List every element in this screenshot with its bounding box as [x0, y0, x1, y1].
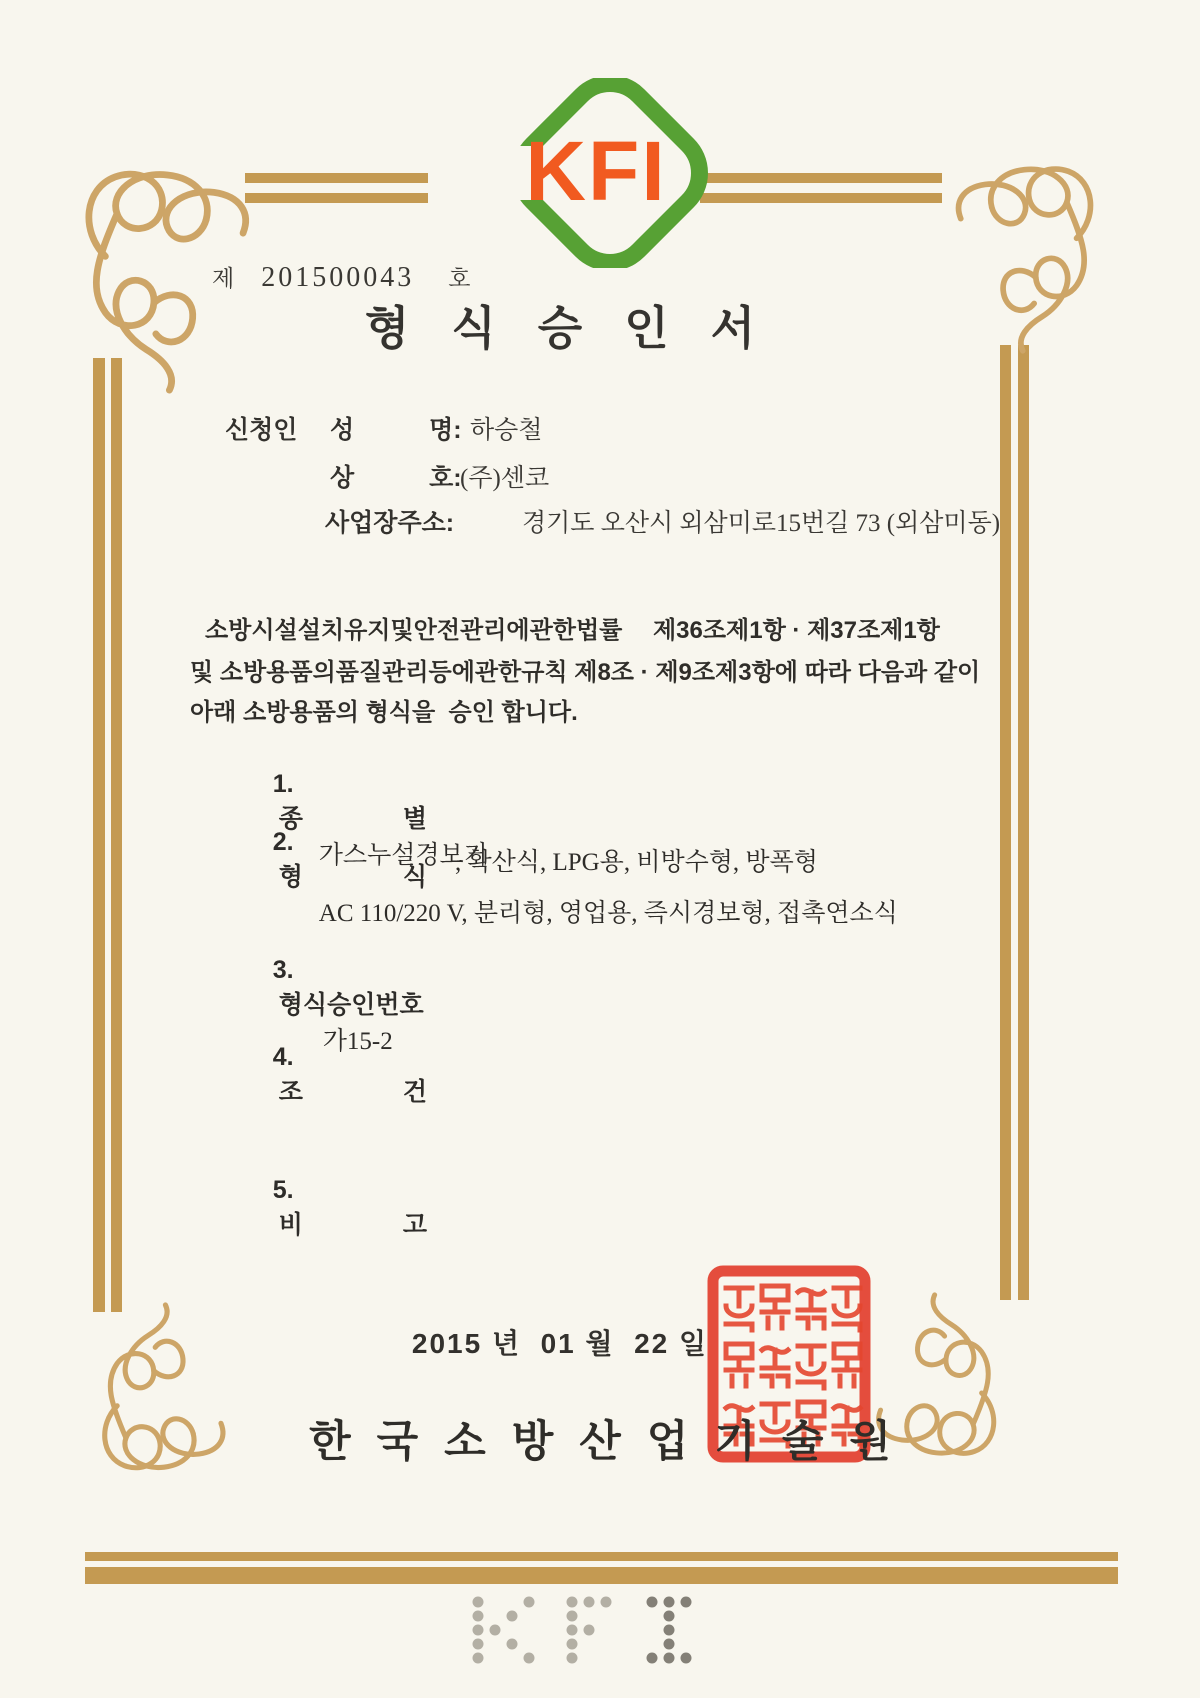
border-top-right-line1 [700, 173, 942, 183]
doc-number-suffix: 호 [448, 266, 472, 291]
border-top-left-line2 [245, 193, 428, 203]
border-bottom-line2 [85, 1567, 1118, 1584]
legal-text-line2: 및 소방용품의품질관리등에관한규칙 제8조 · 제9조제3항에 따라 다음과 같이 [190, 659, 981, 686]
item-2-label: 형 식 [278, 863, 428, 891]
applicant-label: 신청인 [225, 416, 298, 444]
applicant-name-label: 성 명: [330, 416, 462, 444]
kfi-logo [490, 78, 720, 268]
legal-text-line1: 소방시설설치유지및안전관리에관한법률 제36조제1항 · 제37조제1항 [205, 617, 940, 644]
item-3-number: 3. [272, 956, 294, 984]
item-1-label: 종 별 [278, 805, 428, 833]
kfi-dotted-watermark [472, 1596, 698, 1666]
item-4-label: 조 건 [278, 1078, 428, 1106]
issue-date: 2015 년 01 월 22 일 [411, 1328, 709, 1359]
item-type-value-line2: , 확산식, LPG용, 비방수형, 방폭형 [455, 849, 818, 876]
applicant-address-label: 사업장주소: [325, 509, 455, 537]
border-right-line2 [1018, 345, 1029, 1300]
item-type-row [255, 810, 898, 947]
item-2-value: AC 110/220 V, 분리형, 영업용, 즉시경보형, 접촉연소식 [318, 900, 898, 927]
item-3-value: 가15-2 [322, 1028, 393, 1055]
item-1-number: 1. [272, 770, 294, 798]
border-left-line2 [111, 358, 122, 1312]
doc-number-value: 201500043 [261, 262, 415, 293]
border-top-left-line1 [245, 173, 428, 183]
certificate-title: 형식승인서 [364, 302, 798, 354]
border-bottom-line1 [85, 1552, 1118, 1561]
doc-number-prefix: 제 [212, 266, 236, 291]
border-right-line1 [1000, 345, 1011, 1300]
item-2-number: 2. [272, 828, 294, 856]
item-conditions-row [255, 1025, 427, 1126]
applicant-company-value: (주)센코 [460, 465, 550, 492]
item-remarks-row [255, 1158, 427, 1259]
applicant-company-label: 상 호: [330, 464, 462, 492]
legal-text-line3: 아래 소방용품의 형식을 승인 합니다. [190, 699, 578, 726]
item-5-label: 비 고 [278, 1211, 428, 1239]
applicant-name-value: 하승철 [470, 417, 543, 444]
item-4-number: 4. [272, 1043, 294, 1071]
item-3-label: 형식승인번호 [278, 991, 424, 1019]
applicant-address-value: 경기도 오산시 외삼미로15번길 73 (외삼미동) [522, 510, 1001, 537]
kfi-logo-text: KFI [525, 124, 667, 218]
border-top-right-line2 [700, 193, 942, 203]
item-1-value: 가스누설경보기 [318, 842, 488, 869]
border-left-line1 [93, 358, 105, 1312]
issuer-name: 한국소방산업기술원 [309, 1418, 917, 1466]
item-5-number: 5. [272, 1176, 294, 1204]
